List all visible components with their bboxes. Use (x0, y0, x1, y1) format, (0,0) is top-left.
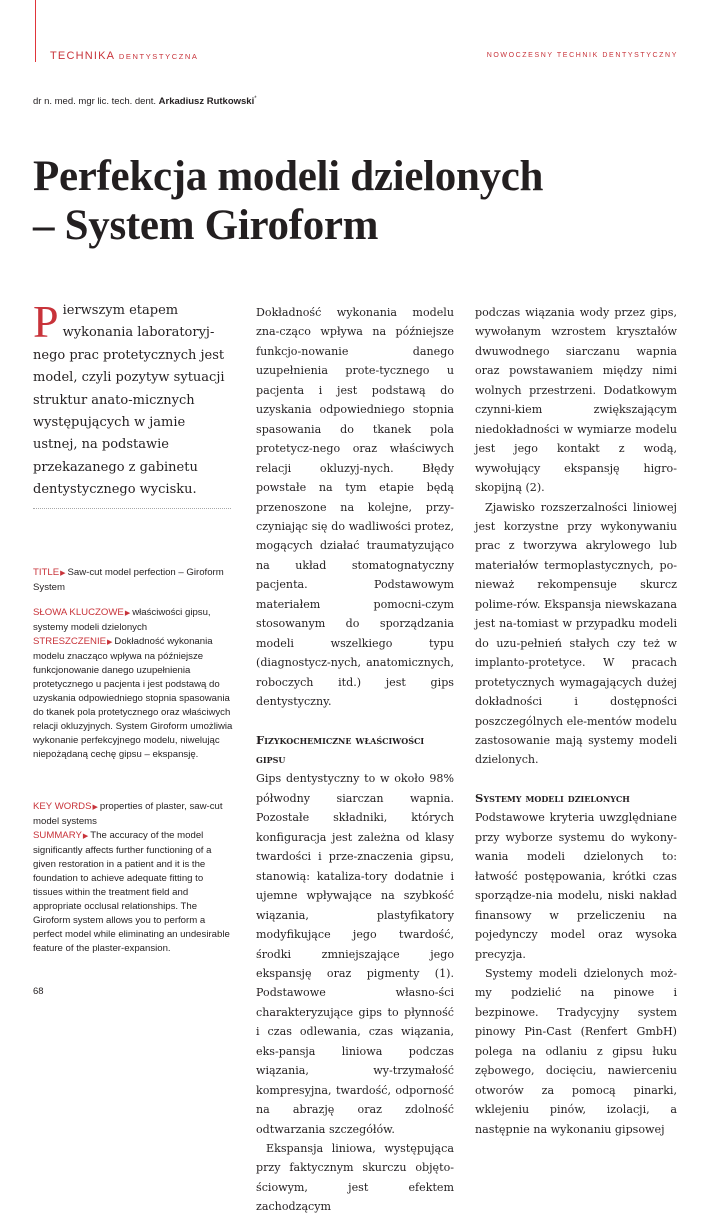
body-paragraph: Gips dentystyczny to w około 98% półwodny siarczan wapnia. Pozostałe składniki, których konfiguracja jest zależna od klasy twardości i prze-znaczenia gipsu, stanowią: kataliza-tory dodatnie i ujemne wpływające na szybkość wiązania, plastyfikatory modyfikujące jego twardość, środki zmniejszające jego ekspansję oraz pigmenty (1). Podstawowe własno-ści charakteryzujące gips to płynność i czas odlewania, czas wiązania, eks-pansja liniowa podczas wiązania, wy-trzymałość kompresyjna, twardość, odporność na abrazję oraz zdolność odtwarzania szczegółów. (256, 772, 454, 1136)
title-line-2: – System Giroform (33, 202, 379, 249)
body-paragraph: podczas wiązania wody przez gips, wywołanym wzrostem kryształów dwuwodnego siarczanu wapnia oraz powstawaniem między nimi wolnych przestrzeni. Dodatkowym czynni-kiem zwiększającym niedokładności w wymiarze modelu jest jego kontakt z wodą, wywołujący ekspansję higro-skopijną (2). (475, 306, 677, 495)
body-column-2 (475, 303, 677, 1139)
section-heading: Fizykochemiczne właściwości gipsu (256, 732, 425, 766)
header-rule (35, 0, 36, 62)
section-sub: DENTYSTYCZNA (118, 52, 199, 61)
summary-pl-text: Dokładność wykonania modelu znacząco wpływa na późniejsze funkcjonowanie danego uzupełnienia protetycznego u pacjenta i jest podstawą do uzyskania odpowiedniego stopnia spasowania do tkanek pola protetycznego oraz właściwych relacji okluzyjnych. System Giroform umożliwia wykonanie perfekcyjnego modelu, niwelując niepożądaną cechę gipsu – ekspansję. (33, 636, 233, 760)
author-name: Arkadiusz Rutkowski (158, 96, 255, 108)
drop-cap: P (33, 296, 59, 347)
dotted-divider (33, 508, 231, 509)
summary-en-label: SUMMARY (33, 830, 82, 841)
lead-paragraph (33, 296, 229, 502)
lead-text: ierwszym etapem wykonania laboratoryj-nego prac protetycznych jest model, czyli pozytyw sytuacji struktur anato-micznych występujących w jamie ustnej, na podstawie przekazanego z gabinetu dentystycznego wycisku. (33, 303, 225, 498)
arrow-icon: ▶ (60, 570, 66, 577)
section-label (50, 50, 199, 62)
title-line-1: Perfekcja modeli dzielonych (33, 153, 544, 200)
magazine-name: NOWOCZESNY TECHNIK DENTYSTYCZNY (486, 52, 678, 59)
section-heading: Systemy modeli dzielonych (475, 790, 630, 805)
meta-title-label: TITLE (33, 567, 60, 578)
author-line (33, 96, 257, 107)
section-main: TECHNIKA (50, 50, 115, 62)
page-number: 68 (33, 986, 44, 997)
summary-pl-label: STRESZCZENIE (33, 636, 107, 647)
article-title (33, 152, 693, 250)
meta-english-block (33, 800, 233, 956)
keywords-pl-label: SŁOWA KLUCZOWE (33, 607, 124, 618)
meta-polish-block (33, 606, 233, 762)
meta-title-text: Saw-cut model perfection – Giroform System (33, 567, 224, 593)
body-paragraph: Dokładność wykonania modelu zna-cząco wpływa na późniejsze funkcjo-nowanie danego uzupełnienia prote-tycznego u pacjenta i jest podstawą do uzyskania odpowiedniego stopnia spasowania do tkanek pola protetycz-nego oraz właściwych relacji okluzyj-nych. Błędy powstałe na tym etapie będą przenoszone na kolejne, przy-czyniając się do wadliwości protez, mogących działać traumatyzująco na układ stomatognatyczny pacjenta. Podstawowym materiałem pomocni-czym stosowanym do sporządzania modeli wszelkiego typu (diagnostycz-nych, anatomicznych, roboczych itd.) jest gips dentystyczny. (256, 306, 454, 709)
author-prefix: dr n. med. mgr lic. tech. dent. (33, 96, 157, 108)
arrow-icon: ▶ (82, 833, 89, 840)
arrow-icon: ▶ (92, 804, 98, 811)
body-paragraph: Podstawowe kryteria uwzględniane przy wyborze systemu do wykony-wania modeli dzielonych to: łatwość postępowania, krótki czas sporządze-nia modelu, niski nakład finansowy w przeliczeniu na pojedynczy model oraz wysoka precyzja. (475, 811, 677, 961)
summary-en-text: The accuracy of the model significantly affects further functioning of a given restoration in a patient and it is the foundation to achieve adequate fitting to tissues within the treatment field and appropriate occlusal relationships. The Giroform system allows you to perform a perfect model while eliminating an undesirable feature of the plaster-expansion. (33, 830, 230, 954)
keywords-pl-text: właściwości gipsu, systemy modeli dzielonych (33, 607, 211, 633)
body-paragraph: Ekspansja liniowa, występująca przy faktycznym skurczu objęto-ściowym, jest efektem zachodzącym (256, 1142, 454, 1214)
keywords-en-label: KEY WORDS (33, 801, 92, 812)
meta-title-block (33, 566, 233, 595)
body-column-1 (256, 303, 454, 1217)
keywords-en-text: properties of plaster, saw-cut model systems (33, 801, 223, 827)
author-footnote: * (254, 96, 257, 102)
body-paragraph: Zjawisko rozszerzalności liniowej jest korzystne przy wykonywaniu prac z tworzywa akrylowego lub materiałów termoplastycznych, po-nieważ rekompensuje skurcz polime-rów. Ekspansja niewskazana jest na-tomiast w przypadku modeli do uzu-pełnień stałych czy też w implanto-protetyce. W pracach protetycznych wymagających dużej dokładności i dostępności poszczególnych ele-mentów modelu zastosowanie mają systemy modeli dzielonych. (475, 500, 677, 767)
arrow-icon: ▶ (124, 610, 131, 617)
arrow-icon: ▶ (107, 639, 113, 646)
body-paragraph: Systemy modeli dzielonych moż-my podzielić na pinowe i bezpinowe. Tradycyjny system pinowy Pin-Cast (Renfert GmbH) polega na odlaniu z gipsu łuku zębowego, docięciu, nawierceniu otworów za pomocą pinarki, wklejeniu pinów, izolacji, a następnie na wykonaniu gipsowej (475, 966, 677, 1136)
